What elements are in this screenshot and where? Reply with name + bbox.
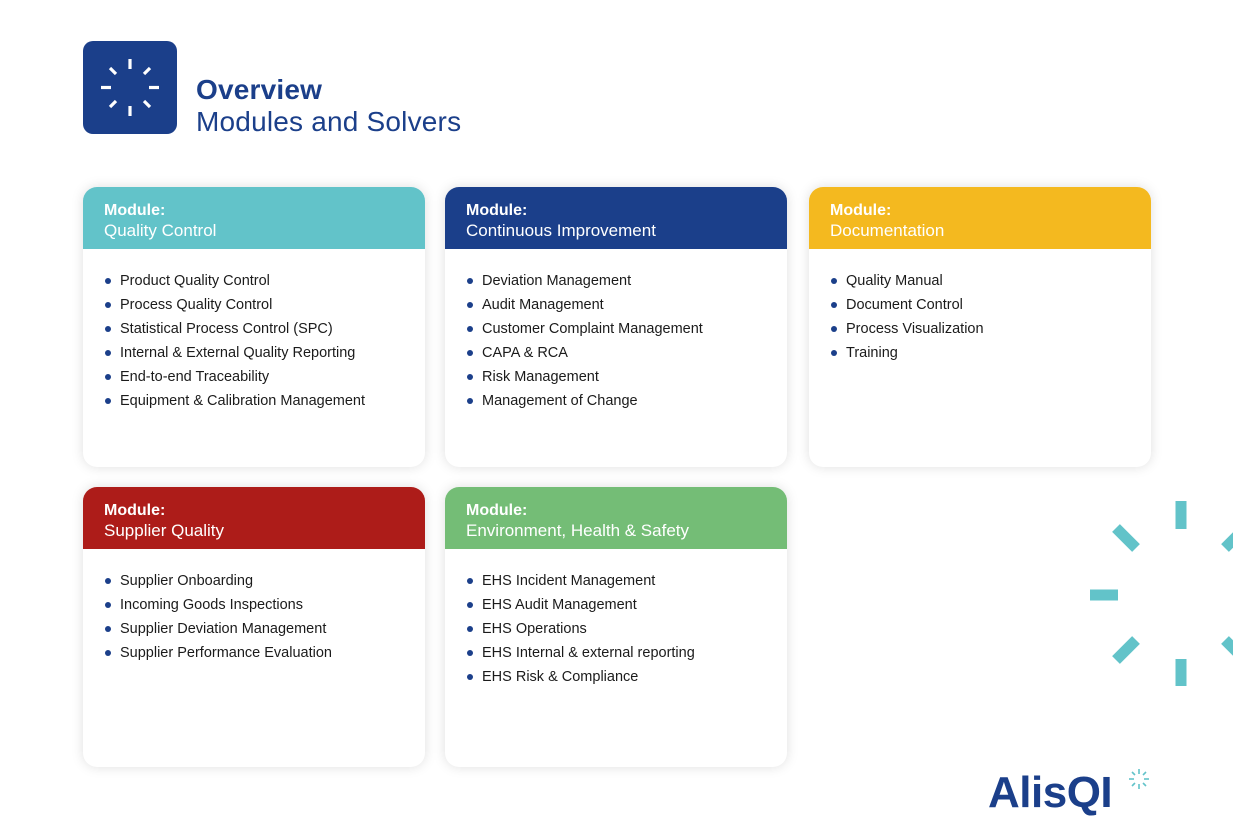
module-name: Continuous Improvement bbox=[466, 221, 656, 240]
overview-logo-tile bbox=[83, 41, 177, 134]
module-item-list bbox=[445, 249, 787, 413]
list-item: Incoming Goods Inspections bbox=[105, 593, 405, 617]
bullet-icon bbox=[467, 278, 473, 284]
module-label: Module: bbox=[466, 502, 528, 519]
list-item: Internal & External Quality Reporting bbox=[105, 341, 405, 365]
list-item: EHS Operations bbox=[467, 617, 767, 641]
list-item: Quality Manual bbox=[831, 269, 1131, 293]
list-item: Equipment & Calibration Management bbox=[105, 389, 405, 413]
page-heading bbox=[196, 74, 461, 138]
bullet-icon bbox=[467, 578, 473, 584]
module-name: Environment, Health & Safety bbox=[466, 521, 690, 540]
page-title: Overview bbox=[196, 74, 323, 105]
bullet-icon bbox=[831, 278, 837, 284]
brand-wordmark: AlisQI bbox=[988, 768, 1113, 817]
list-item: Supplier Onboarding bbox=[105, 569, 405, 593]
module-card-header bbox=[83, 487, 425, 549]
module-label: Module: bbox=[104, 202, 166, 219]
module-label: Module: bbox=[830, 202, 892, 219]
bullet-icon bbox=[467, 326, 473, 332]
module-name: Documentation bbox=[830, 221, 945, 240]
bullet-icon bbox=[105, 350, 111, 356]
module-item-list bbox=[445, 549, 787, 689]
list-item: Supplier Deviation Management bbox=[105, 617, 405, 641]
bullet-icon bbox=[105, 602, 111, 608]
bullet-icon bbox=[467, 374, 473, 380]
module-card-environment-health-safety bbox=[445, 487, 787, 767]
module-card-supplier-quality bbox=[83, 487, 425, 767]
module-card-quality-control bbox=[83, 187, 425, 467]
module-card-header bbox=[445, 487, 787, 549]
sunburst-icon bbox=[1128, 768, 1150, 790]
bullet-icon bbox=[831, 302, 837, 308]
list-item: Statistical Process Control (SPC) bbox=[105, 317, 405, 341]
module-item-list bbox=[809, 249, 1151, 365]
list-item: EHS Incident Management bbox=[467, 569, 767, 593]
module-card-header bbox=[445, 187, 787, 249]
list-item: CAPA & RCA bbox=[467, 341, 767, 365]
bullet-icon bbox=[467, 350, 473, 356]
list-item: Process Quality Control bbox=[105, 293, 405, 317]
brand-logo bbox=[988, 768, 1112, 818]
list-item: Customer Complaint Management bbox=[467, 317, 767, 341]
sunburst-icon bbox=[83, 41, 177, 134]
bullet-icon bbox=[831, 350, 837, 356]
bullet-icon bbox=[105, 626, 111, 632]
module-card-documentation bbox=[809, 187, 1151, 467]
list-item: Document Control bbox=[831, 293, 1131, 317]
module-label: Module: bbox=[104, 502, 166, 519]
bullet-icon bbox=[467, 674, 473, 680]
list-item: EHS Audit Management bbox=[467, 593, 767, 617]
list-item: Audit Management bbox=[467, 293, 767, 317]
list-item: Supplier Performance Evaluation bbox=[105, 641, 405, 665]
module-name: Supplier Quality bbox=[104, 521, 225, 540]
bullet-icon bbox=[467, 302, 473, 308]
list-item: Training bbox=[831, 341, 1131, 365]
list-item: Risk Management bbox=[467, 365, 767, 389]
module-card-header bbox=[809, 187, 1151, 249]
bullet-icon bbox=[831, 326, 837, 332]
bullet-icon bbox=[467, 626, 473, 632]
list-item: End-to-end Traceability bbox=[105, 365, 405, 389]
bullet-icon bbox=[105, 326, 111, 332]
module-item-list bbox=[83, 549, 425, 665]
bullet-icon bbox=[105, 302, 111, 308]
list-item: EHS Risk & Compliance bbox=[467, 665, 767, 689]
list-item: EHS Internal & external reporting bbox=[467, 641, 767, 665]
module-label: Module: bbox=[466, 202, 528, 219]
bullet-icon bbox=[105, 398, 111, 404]
bullet-icon bbox=[467, 398, 473, 404]
decorative-sunburst-icon bbox=[1080, 495, 1233, 690]
bullet-icon bbox=[105, 650, 111, 656]
module-item-list bbox=[83, 249, 425, 413]
bullet-icon bbox=[105, 578, 111, 584]
module-card-continuous-improvement bbox=[445, 187, 787, 467]
bullet-icon bbox=[467, 650, 473, 656]
bullet-icon bbox=[467, 602, 473, 608]
bullet-icon bbox=[105, 374, 111, 380]
list-item: Process Visualization bbox=[831, 317, 1131, 341]
list-item: Product Quality Control bbox=[105, 269, 405, 293]
page-subtitle: Modules and Solvers bbox=[196, 106, 462, 137]
module-card-header bbox=[83, 187, 425, 249]
module-name: Quality Control bbox=[104, 221, 217, 240]
list-item: Management of Change bbox=[467, 389, 767, 413]
list-item: Deviation Management bbox=[467, 269, 767, 293]
bullet-icon bbox=[105, 278, 111, 284]
